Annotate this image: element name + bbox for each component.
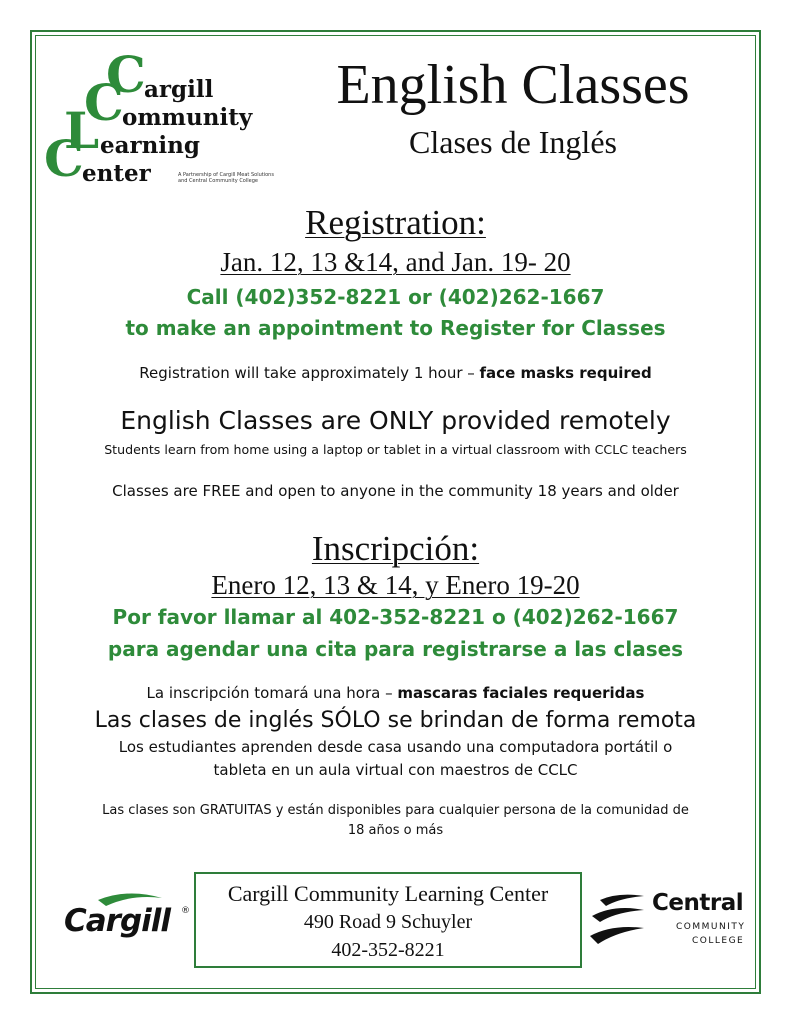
logo-word-learning: earning (100, 132, 200, 159)
gratuitas-2: 18 años o más (347, 823, 444, 838)
duration-text: Registration will take approximately 1 hour – (139, 364, 480, 382)
registration-duration (0, 363, 791, 383)
duracion-text: La inscripción tomará una hora – (146, 684, 398, 702)
logo-tagline: A Partnership of Cargill Meat Solutions and Central Community College (178, 172, 274, 184)
cargill-logo (58, 890, 196, 950)
logo-word-cargill: argill (144, 76, 214, 103)
address-box (194, 872, 582, 968)
inscripcion-heading: Inscripción: (311, 529, 480, 568)
registration-appointment: to make an appointment to Register for Classes (125, 316, 666, 340)
page-subtitle: Clases de Inglés (409, 124, 617, 160)
address-name: Cargill Community Learning Center (227, 881, 549, 906)
ccc-name: Central (652, 890, 744, 916)
address-street: 490 Road 9 Schuyler (303, 911, 473, 933)
remote-detail: Students learn from home using a laptop or tablet in a virtual classroom with CCLC teachers (104, 442, 687, 457)
inscripcion-duration (0, 683, 791, 703)
registration-dates: Jan. 12, 13 &14, and Jan. 19- 20 (220, 247, 571, 277)
ccc-swoosh-icon (586, 886, 652, 952)
logo-word-community: ommunity (122, 104, 253, 131)
registration-heading: Registration: (305, 203, 486, 242)
remota-detail-1: Los estudiantes aprenden desde casa usando una computadora portátil o (118, 738, 673, 756)
ccc-college: COLLEGE (692, 936, 745, 946)
logo-letter-c3: C (44, 129, 84, 188)
cclc-logo (44, 45, 284, 190)
free-classes: Classes are FREE and open to anyone in the community 18 years and older (112, 482, 679, 500)
ccc-logo (586, 886, 756, 952)
remota-detail-2: tableta en un aula virtual con maestros de CCLC (213, 761, 578, 779)
inscripcion-call: Por favor llamar al 402-352-8221 o (402)262-1667 (112, 605, 679, 629)
cargill-wordmark: Cargill (64, 903, 171, 939)
masks-required: face masks required (479, 364, 652, 382)
logo-letter-c1: C (106, 45, 146, 104)
registration-call: Call (402)352-8221 or (402)262-1667 (186, 285, 605, 309)
inscripcion-dates: Enero 12, 13 & 14, y Enero 19-20 (211, 570, 580, 600)
remote-heading: English Classes are ONLY provided remotely (120, 406, 671, 435)
logo-letter-c2: C (84, 73, 124, 132)
logo-word-center: enter (82, 160, 151, 187)
inscripcion-appointment: para agendar una cita para registrarse a las clases (107, 637, 684, 661)
mascaras-requeridas: mascaras faciales requeridas (397, 684, 645, 702)
page-title: English Classes (336, 54, 690, 116)
remota-heading: Las clases de inglés SÓLO se brindan de forma remota (94, 708, 697, 733)
gratuitas-1: Las clases son GRATUITAS y están disponibles para cualquier persona de la comunidad de (102, 803, 689, 818)
address-phone: 402-352-8221 (331, 939, 445, 961)
ccc-community: COMMUNITY (676, 922, 746, 932)
cargill-registered-mark: ® (181, 906, 190, 916)
logo-letter-l: L (64, 101, 100, 160)
